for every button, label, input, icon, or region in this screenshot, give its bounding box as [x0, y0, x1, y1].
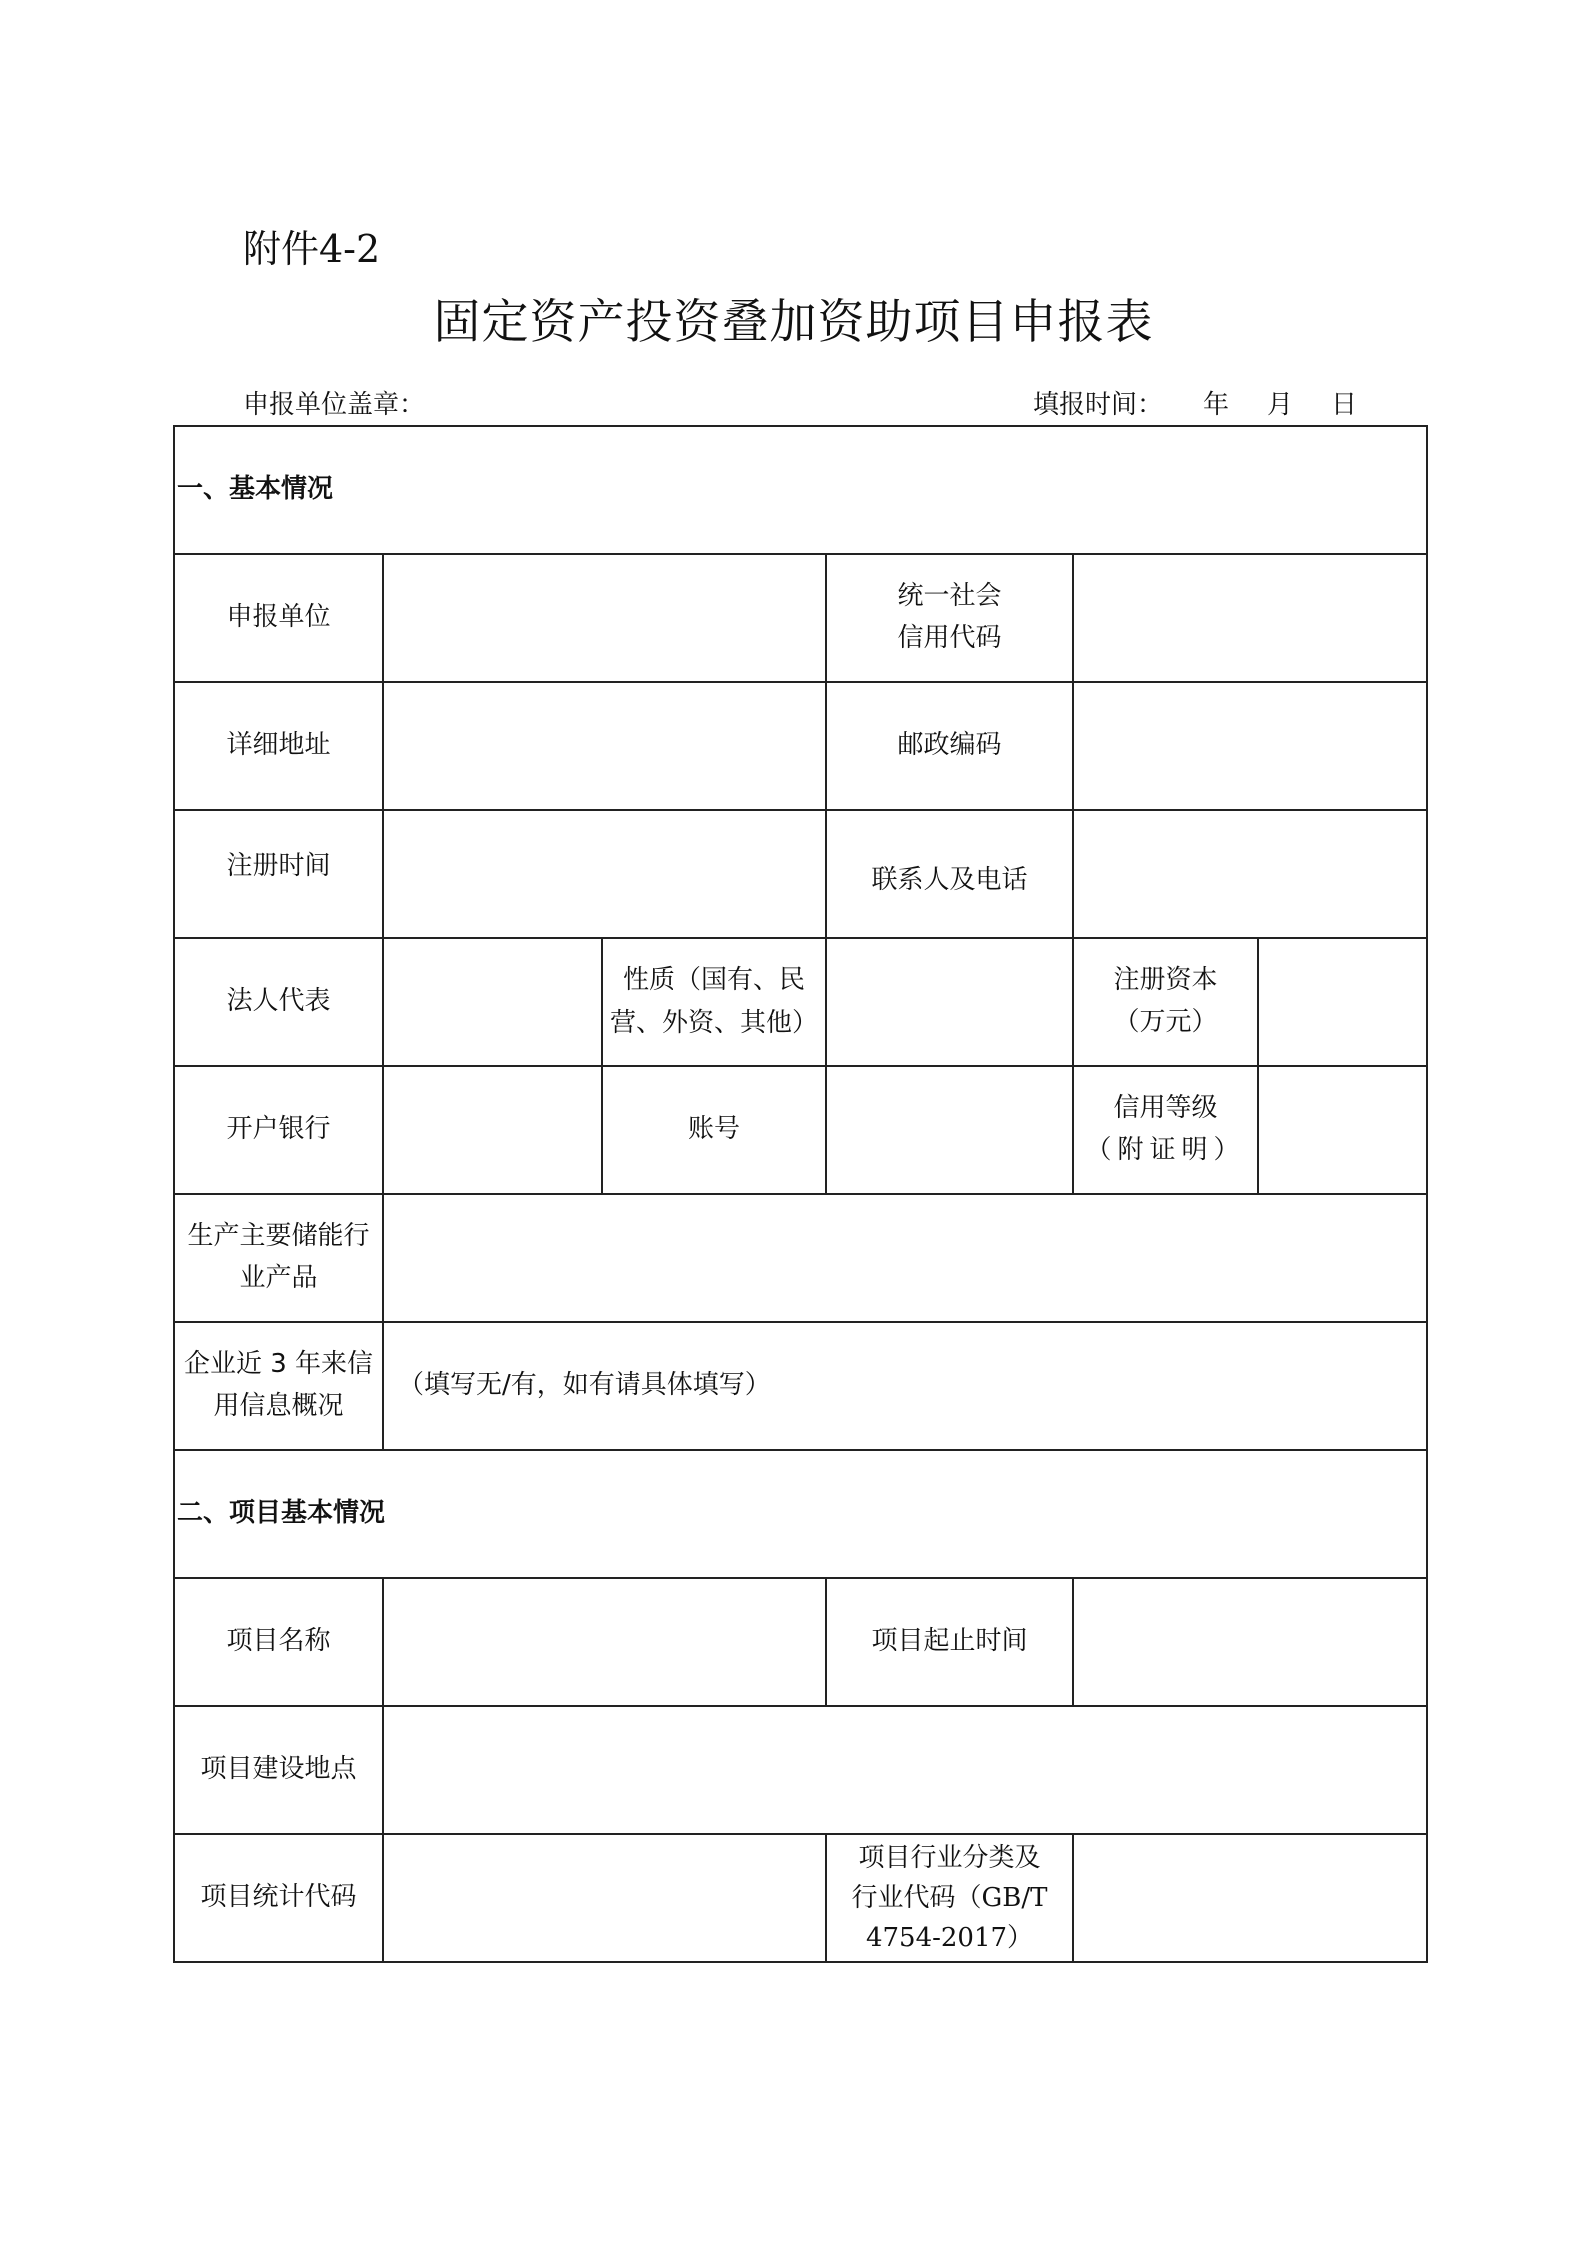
- project-name-label: 项目名称: [174, 1578, 383, 1706]
- address-field[interactable]: [383, 682, 826, 810]
- attachment-label: 附件4-2: [243, 227, 381, 271]
- industry-code-field[interactable]: [1073, 1834, 1427, 1962]
- contact-label: 联系人及电话: [826, 810, 1073, 938]
- reg-time-row: [174, 810, 1427, 938]
- legal-rep-row: [174, 938, 1427, 1066]
- reg-time-label: 注册时间: [174, 810, 383, 938]
- address-label: 详细地址: [174, 682, 383, 810]
- reg-capital-field[interactable]: [1258, 938, 1427, 1066]
- products-label: 生产主要储能行业产品: [174, 1194, 383, 1322]
- year-label: 年: [1203, 390, 1230, 420]
- credit-info-field[interactable]: （填写无/有，如有请具体填写）: [383, 1322, 1427, 1450]
- legal-rep-field[interactable]: [383, 938, 602, 1066]
- postal-code-field[interactable]: [1073, 682, 1427, 810]
- project-stat-code-label: 项目统计代码: [174, 1834, 383, 1962]
- applicant-label: 申报单位: [174, 554, 383, 682]
- project-period-label: 项目起止时间: [826, 1578, 1073, 1706]
- project-stat-code-field[interactable]: [383, 1834, 826, 1962]
- project-location-label: 项目建设地点: [174, 1706, 383, 1834]
- section-basic-row: [174, 426, 1427, 554]
- section-project-row: [174, 1450, 1427, 1578]
- industry-code-label: 项目行业分类及 行业代码（GB/T 4754-2017）: [826, 1834, 1073, 1962]
- project-period-field[interactable]: [1073, 1578, 1427, 1706]
- bank-field[interactable]: [383, 1066, 602, 1194]
- applicant-field[interactable]: [383, 554, 826, 682]
- credit-grade-label: 信用等级 （附证明）: [1073, 1066, 1258, 1194]
- credit-grade-field[interactable]: [1258, 1066, 1427, 1194]
- fill-time: [1033, 384, 1357, 421]
- contact-field[interactable]: [1073, 810, 1427, 938]
- address-row: [174, 682, 1427, 810]
- reg-time-field[interactable]: [383, 810, 826, 938]
- credit-info-label: 企业近 3 年来信用信息概况: [174, 1322, 383, 1450]
- project-location-row: [174, 1706, 1427, 1834]
- nature-field[interactable]: [826, 938, 1073, 1066]
- reg-capital-label: 注册资本 （万元）: [1073, 938, 1258, 1066]
- account-label: 账号: [602, 1066, 826, 1194]
- day-label: 日: [1331, 390, 1358, 420]
- credit-code-label: 统一社会 信用代码: [826, 554, 1073, 682]
- postal-code-label: 邮政编码: [826, 682, 1073, 810]
- bank-label: 开户银行: [174, 1066, 383, 1194]
- fill-time-label: 填报时间：: [1033, 390, 1164, 420]
- section-basic-heading: 一、基本情况: [174, 426, 1427, 554]
- project-stat-code-row: [174, 1834, 1427, 1962]
- project-location-field[interactable]: [383, 1706, 1427, 1834]
- application-form-table: [173, 425, 1428, 1963]
- legal-rep-label: 法人代表: [174, 938, 383, 1066]
- products-field[interactable]: [383, 1194, 1427, 1322]
- section-project-heading: 二、项目基本情况: [174, 1450, 1427, 1578]
- account-field[interactable]: [826, 1066, 1073, 1194]
- month-label: 月: [1267, 390, 1294, 420]
- bank-row: [174, 1066, 1427, 1194]
- project-name-field[interactable]: [383, 1578, 826, 1706]
- applicant-row: [174, 554, 1427, 682]
- project-name-row: [174, 1578, 1427, 1706]
- form-title: 固定资产投资叠加资助项目申报表: [433, 295, 1154, 350]
- credit-info-row: [174, 1322, 1427, 1450]
- nature-label: 性质（国有、民营、外资、其他）: [602, 938, 826, 1066]
- credit-code-field[interactable]: [1073, 554, 1427, 682]
- products-row: [174, 1194, 1427, 1322]
- stamp-label: 申报单位盖章：: [243, 390, 426, 420]
